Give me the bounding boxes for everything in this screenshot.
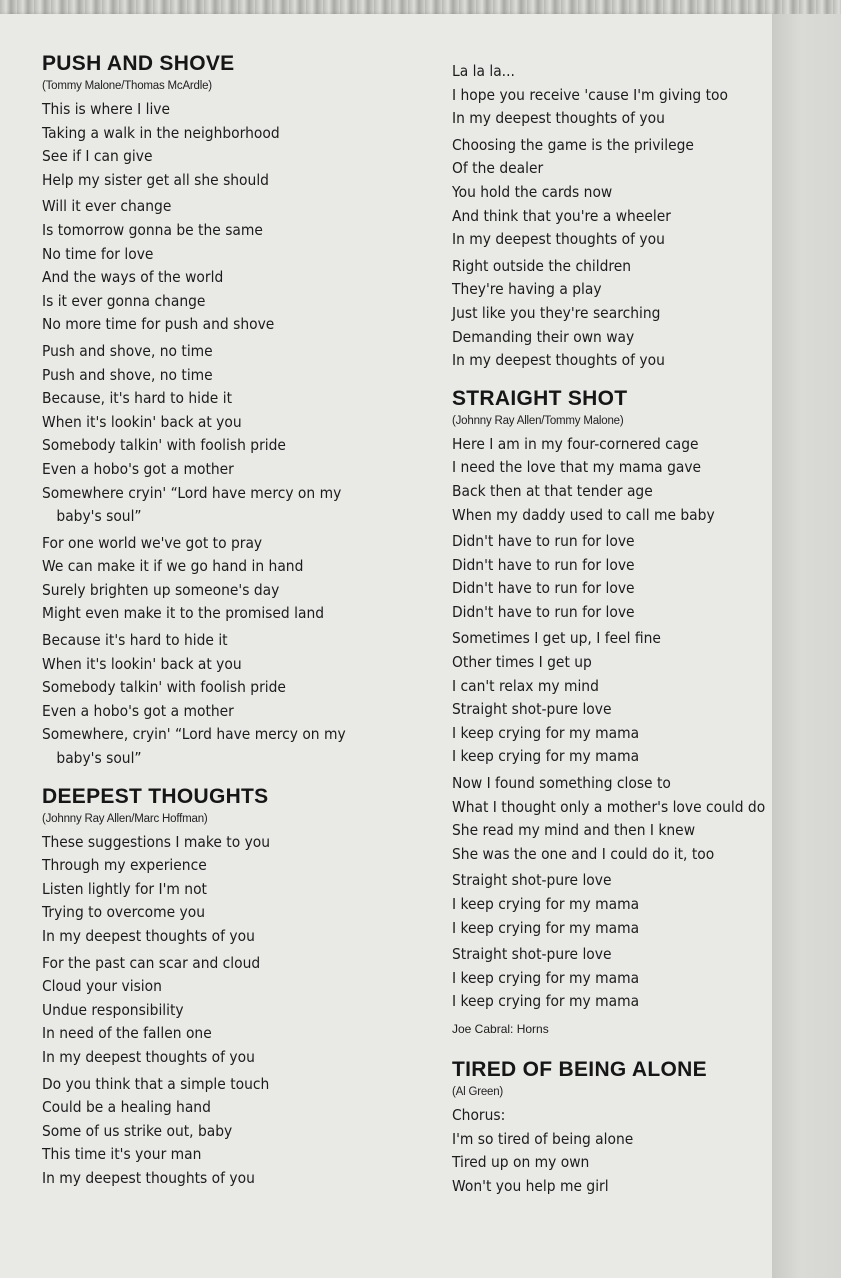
lyric-line: In my deepest thoughts of you <box>42 1047 255 1066</box>
lyric-line: Even a hobo's got a mother <box>42 701 234 720</box>
lyric-line: Tired up on my own <box>452 1153 590 1172</box>
song-deepest-thoughts <box>42 785 422 1191</box>
musician-credit: Joe Cabral: Horns <box>452 1021 549 1036</box>
lyric-line: Trying to overcome you <box>42 903 205 922</box>
song-tired-of-being-alone <box>452 1058 792 1198</box>
song-title: PUSH AND SHOVE <box>42 52 235 75</box>
lyric-line: This is where I live <box>42 100 171 118</box>
lyric-line: I keep crying for my mama <box>452 968 640 987</box>
lyric-line: In my deepest thoughts of you <box>42 927 255 945</box>
lyric-line: Now I found something close to <box>452 774 671 793</box>
lyric-line: Could be a healing hand <box>42 1098 211 1117</box>
lyric-line: These suggestions I make to you <box>42 832 271 851</box>
lyric-line: I hope you receive 'cause I'm giving too <box>452 85 729 104</box>
lyric-line: In my deepest thoughts of you <box>452 351 665 370</box>
lyric-line: Other times I get up <box>452 653 592 672</box>
lyric-line: We can make it if we go hand in hand <box>42 557 304 576</box>
lyric-line: Cloud your vision <box>42 977 162 996</box>
lyric-line: Because, it's hard to hide it <box>42 389 233 408</box>
lyric-line: See if I can give <box>42 147 153 166</box>
lyric-line: Will it ever change <box>42 197 172 216</box>
lyric-line: Didn't have to run for love <box>452 555 635 574</box>
lyric-line: Won't you help me girl <box>452 1176 609 1195</box>
lyric-line: Sometimes I get up, I feel fine <box>452 629 661 648</box>
lyric-line: Listen lightly for I'm not <box>42 879 207 898</box>
lyric-line: baby's soul” <box>56 507 142 526</box>
lyric-line: Here I am in my four-cornered cage <box>452 434 699 453</box>
lyric-line: Some of us strike out, baby <box>42 1121 233 1140</box>
lyric-line: La la la... <box>452 62 515 80</box>
song-credits: (Tommy Malone/Thomas McArdle) <box>42 80 212 92</box>
lyric-line: I'm so tired of being alone <box>452 1129 634 1148</box>
lyric-line: When it's lookin' back at you <box>42 412 242 431</box>
lyric-line: And think that you're a wheeler <box>452 206 671 225</box>
lyric-line: Because it's hard to hide it <box>42 631 228 650</box>
lyric-line: Do you think that a simple touch <box>42 1074 270 1093</box>
lyric-line: In need of the fallen one <box>42 1024 212 1043</box>
lyric-line: Even a hobo's got a mother <box>42 459 234 478</box>
lyric-line: You hold the cards now <box>452 182 613 201</box>
lyric-line: I can't relax my mind <box>452 676 599 695</box>
lyric-line: Didn't have to run for love <box>452 532 635 551</box>
song-credits: (Al Green) <box>452 1085 504 1098</box>
song-deepest-thoughts-continued <box>452 60 792 373</box>
lyric-line: Demanding their own way <box>452 327 635 346</box>
lyric-line: Didn't have to run for love <box>452 579 635 598</box>
lyric-line: I keep crying for my mama <box>452 918 640 937</box>
lyric-line: No more time for push and shove <box>42 315 275 334</box>
lyric-line: In my deepest thoughts of you <box>452 230 665 249</box>
lyric-line: Back then at that tender age <box>452 481 653 500</box>
lyric-line: Of the dealer <box>452 159 544 178</box>
lyric-line: Somebody talkin' with foolish pride <box>42 678 286 697</box>
lyric-line: I keep crying for my mama <box>452 992 640 1011</box>
left-column <box>42 52 422 1191</box>
lyric-line: This time it's your man <box>42 1145 202 1164</box>
lyric-line: baby's soul” <box>56 749 142 768</box>
lyric-line: Through my experience <box>42 856 207 875</box>
lyric-line: Is tomorrow gonna be the same <box>42 220 263 239</box>
lyric-line: Straight shot-pure love <box>452 700 612 719</box>
lyric-line: Just like you they're searching <box>452 303 661 322</box>
lyric-line: Push and shove, no time <box>42 341 213 360</box>
lyric-line: Somewhere cryin' “Lord have mercy on my <box>42 483 342 502</box>
lyric-line: Somebody talkin' with foolish pride <box>42 436 286 455</box>
lyric-line: When my daddy used to call me baby <box>452 505 715 524</box>
lyric-line: When it's lookin' back at you <box>42 654 242 673</box>
lyric-line: Is it ever gonna change <box>42 291 206 310</box>
lyric-line: She was the one and I could do it, too <box>452 844 715 863</box>
lyric-line: In my deepest thoughts of you <box>452 109 665 128</box>
song-title: DEEPEST THOUGHTS <box>42 784 269 808</box>
lyric-line: I need the love that my mama gave <box>452 458 702 477</box>
lyric-line: Choosing the game is the privilege <box>452 135 694 154</box>
lyric-line: I keep crying for my mama <box>452 747 640 766</box>
lyric-line: No time for love <box>42 244 154 263</box>
lyric-line: I keep crying for my mama <box>452 723 640 742</box>
lyric-line: And the ways of the world <box>42 268 224 287</box>
lyric-line: Right outside the children <box>452 256 632 275</box>
song-push-and-shove <box>42 52 422 771</box>
lyric-line: What I thought only a mother's love could do <box>452 797 766 816</box>
lyric-line: Help my sister get all she should <box>42 170 269 189</box>
lyric-line: Might even make it to the promised land <box>42 604 325 623</box>
lyric-line: Taking a walk in the neighborhood <box>42 123 280 142</box>
lyric-line: She read my mind and then I knew <box>452 821 696 840</box>
lyric-line: Straight shot-pure love <box>452 871 612 890</box>
lyric-line: For the past can scar and cloud <box>42 953 261 972</box>
lyric-line: Surely brighten up someone's day <box>42 580 280 599</box>
right-column <box>452 60 792 1198</box>
song-title: TIRED OF BEING ALONE <box>452 1057 707 1081</box>
lyric-line: Didn't have to run for love <box>452 602 635 621</box>
chorus-label: Chorus: <box>452 1105 506 1124</box>
song-credits: (Johnny Ray Allen/Tommy Malone) <box>452 414 624 427</box>
lyric-line: I keep crying for my mama <box>452 895 640 913</box>
lyric-line: In my deepest thoughts of you <box>42 1168 255 1187</box>
song-title: STRAIGHT SHOT <box>452 386 628 410</box>
song-straight-shot <box>452 387 792 1040</box>
lyric-line: They're having a play <box>452 280 602 299</box>
lyric-line: Straight shot-pure love <box>452 945 612 964</box>
lyric-line: For one world we've got to pray <box>42 533 263 552</box>
song-credits: (Johnny Ray Allen/Marc Hoffman) <box>42 812 208 825</box>
lyric-line: Undue responsibility <box>42 1000 184 1019</box>
lyric-line: Push and shove, no time <box>42 365 213 384</box>
lyric-line: Somewhere, cryin' “Lord have mercy on my <box>42 725 346 744</box>
